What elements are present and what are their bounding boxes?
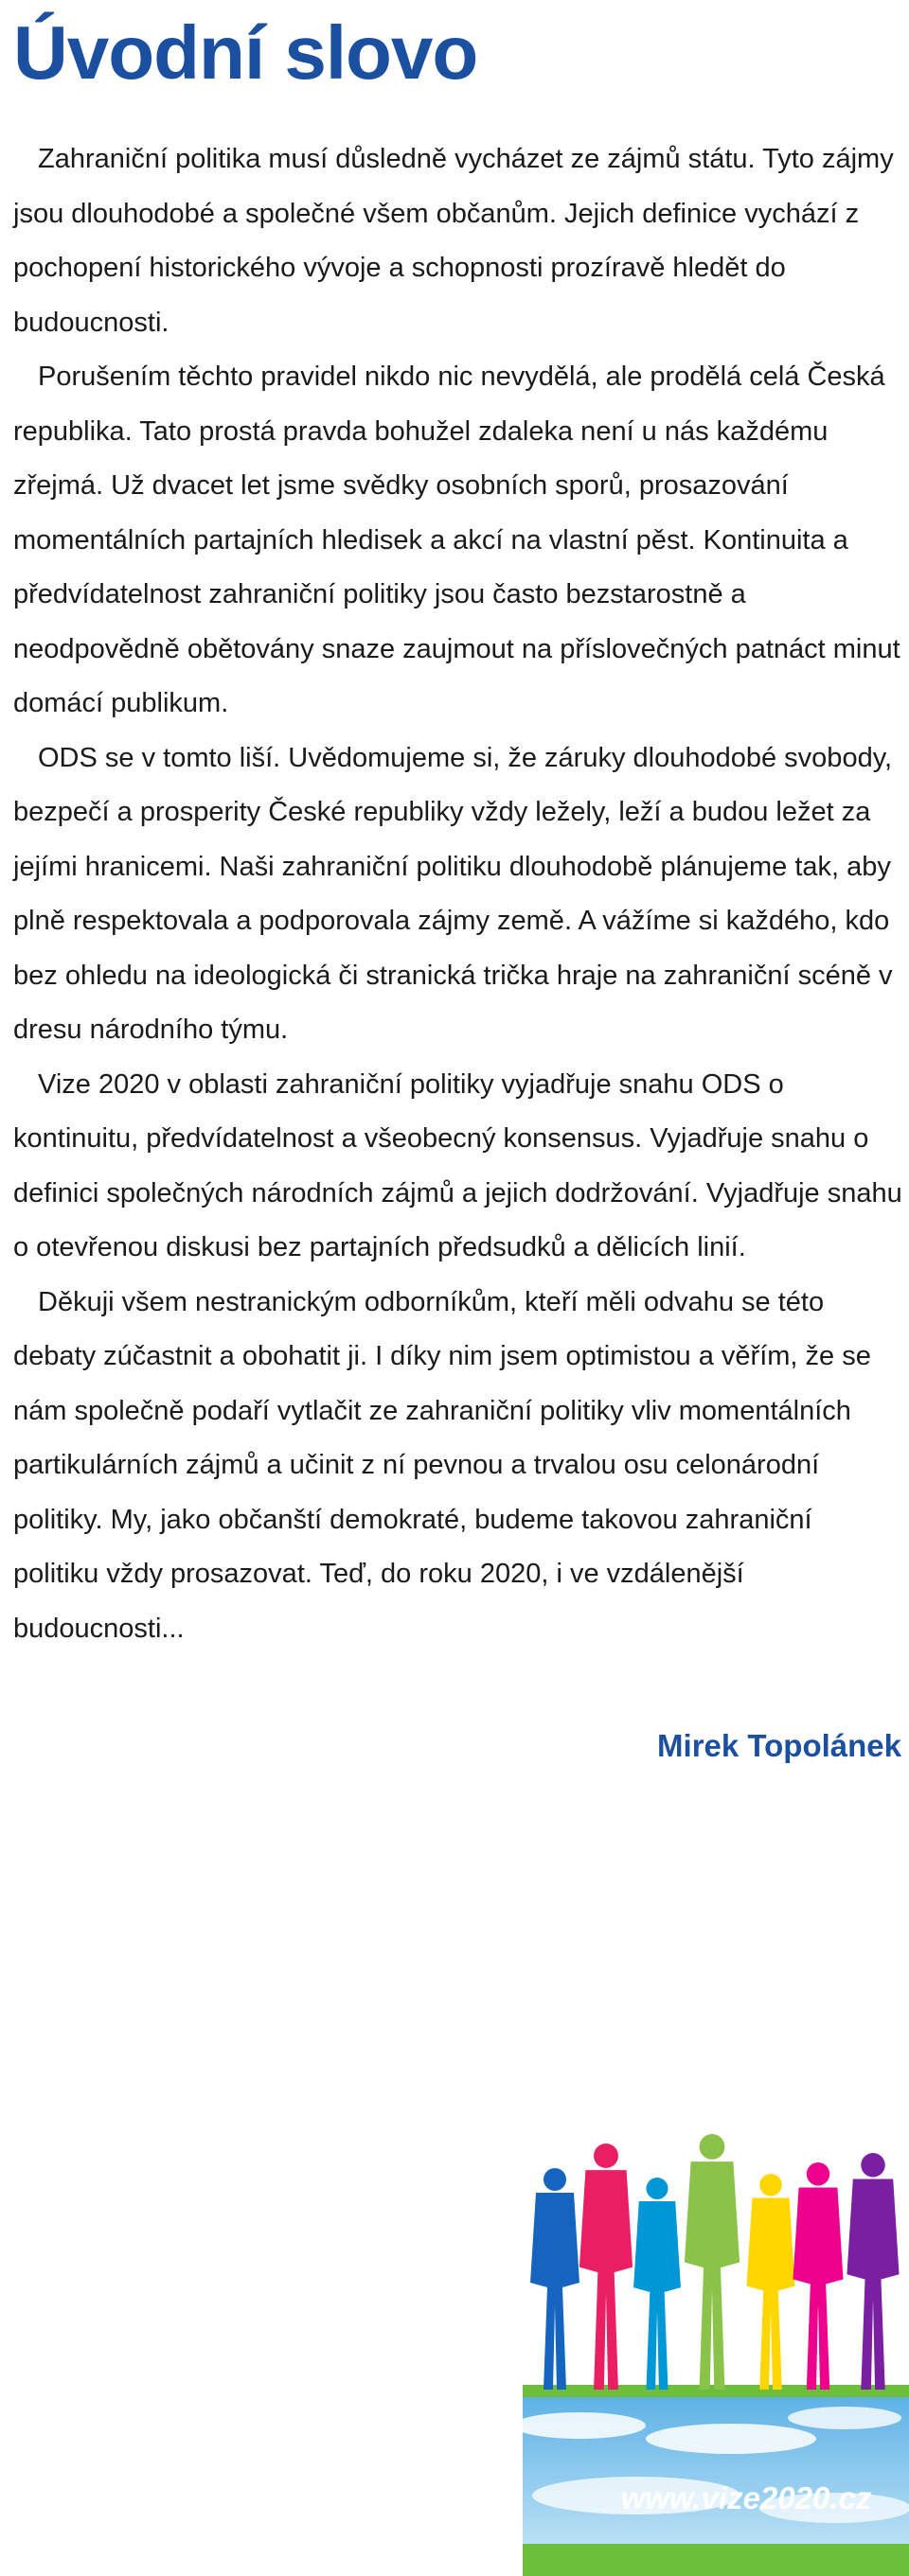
person-silhouette xyxy=(747,2174,795,2390)
paragraph: Vize 2020 v oblasti zahraniční politiky vyjadřuje snahu ODS o kontinuitu, předvídatelnost a všeobecný konsensus. Vyjadřuje snahu o definici společných národních zájmů a jejich dodržování. Vyjadřuje snahu o otevřenou diskusi bez partajních předsudků a dělicích linií. xyxy=(13,1068,902,1262)
paragraph: ODS se v tomto liší. Uvědomujeme si, že záruky dlouhodobé svobody, bezpečí a prosperity České republiky vždy ležely, leží a budou ležet za jejími hranicemi. Naši zahraniční politiku dlouhodobě plánujeme tak, aby plně respektovala a podporovala zájmy země. A vážíme si každého, kdo bez ohledu na ideologická či stranická trička hraje na zahraniční scéně v dresu národního týmu. xyxy=(13,742,893,1045)
page-title: Úvodní slovo xyxy=(13,10,478,95)
paragraph: Porušením těchto pravidel nikdo nic nevydělá, ale prodělá celá Česká republika. Tato prostá pravda bohužel zdaleka není u nás každému zřejmá. Už dvacet let jsme svědky osobních sporů, prosazování momentálních partajních hledisek a akcí na vlastní pěst. Kontinuita a předvídatelnost zahraniční politiky jsou často bezstarostně a neodpovědně obětovány snaze zaujmout na příslovečných patnáct minut domácí publikum. xyxy=(13,362,900,718)
person-silhouette xyxy=(633,2178,681,2390)
paragraph: Zahraniční politika musí důsledně vycházet ze zájmů státu. Tyto zájmy jsou dlouhodobé a společné všem občanům. Jejich definice vychází z pochopení historického vývoje a schopnosti prozíravě hledět do budoucnosti. xyxy=(13,144,894,338)
website-link[interactable]: www.vize2020.cz xyxy=(620,2480,872,2515)
person-silhouette xyxy=(847,2153,899,2390)
person-silhouette xyxy=(793,2162,843,2390)
article-body xyxy=(13,132,903,1656)
signature: Mirek Topolánek xyxy=(657,1728,901,1763)
cloud xyxy=(646,2424,816,2454)
cloud xyxy=(788,2407,901,2429)
person-silhouette xyxy=(530,2168,579,2390)
paragraph: Děkuji všem nestranickým odborníkům, kteří měli odvahu se této debaty zúčastnit a obohatit ji. I díky nim jsem optimistou a věřím, že se nám společně podaří vytlačit ze zahraniční politiky vliv momentálních partikulárních zájmů a učinit z ní pevnou a trvalou osu celonárodní politiky. My, jako občanští demokraté, budeme takovou zahraniční politiku vždy prosazovat. Teď, do roku 2020, i ve vzdálenější budoucnosti... xyxy=(13,1286,871,1644)
person-silhouette xyxy=(685,2134,740,2390)
person-silhouette xyxy=(579,2144,633,2390)
